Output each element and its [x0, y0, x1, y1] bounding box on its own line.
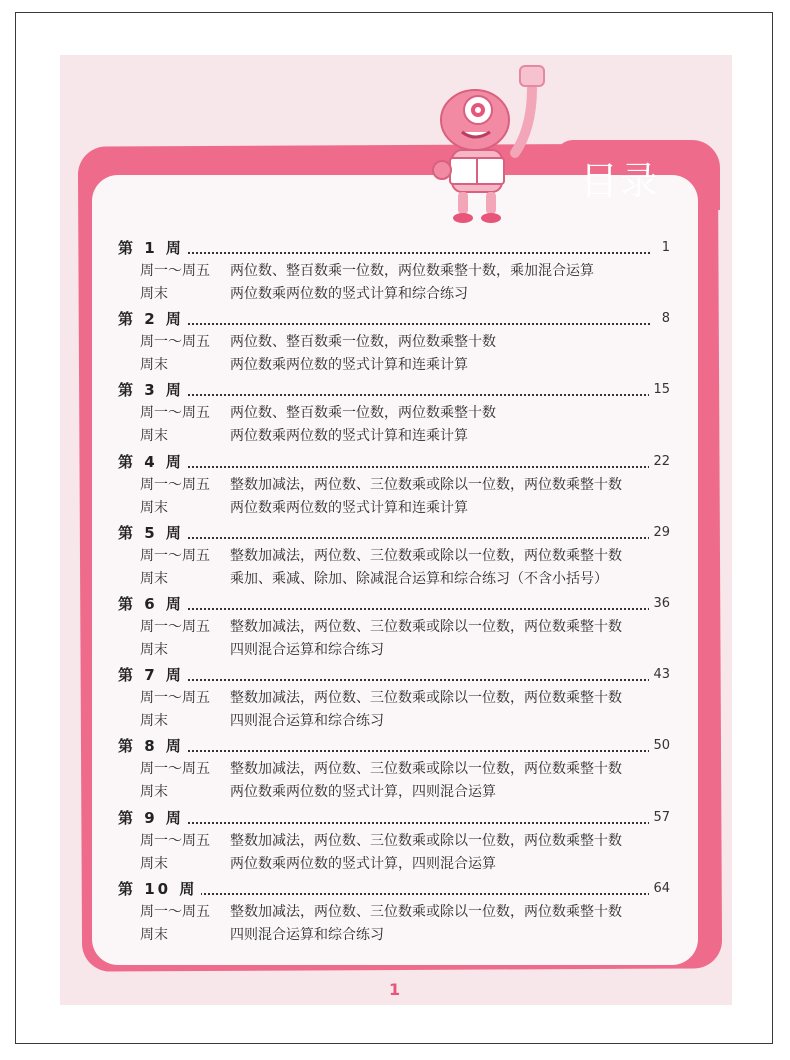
week-label: 第 9 周 — [118, 806, 188, 830]
toc-sub-row — [118, 283, 670, 306]
sub-day: 周一～周五 — [140, 405, 210, 422]
toc-week-row — [118, 734, 670, 758]
sub-topic: 两位数乘两位数的竖式计算和连乘计算 — [230, 499, 468, 516]
toc-week-row — [118, 877, 670, 901]
toc-sub-row — [118, 260, 670, 283]
dot-leader — [188, 315, 650, 325]
week-label: 第 7 周 — [118, 663, 188, 687]
dot-leader — [188, 244, 650, 254]
week-page-number: 22 — [649, 450, 670, 474]
week-label: 第 5 周 — [118, 521, 188, 545]
sub-day: 周末 — [140, 499, 168, 516]
sub-day: 周末 — [140, 428, 168, 445]
week-page-number: 29 — [649, 521, 670, 545]
toc-week-row — [118, 307, 670, 331]
page-number: 1 — [389, 980, 401, 999]
toc-sub-row — [118, 781, 670, 804]
toc-week-row — [118, 236, 670, 260]
dot-leader — [188, 458, 650, 468]
toc-week-block — [118, 521, 670, 592]
toc-sub-row — [118, 545, 670, 568]
toc-sub-row — [118, 497, 670, 520]
toc-sub-row — [118, 853, 670, 876]
sub-topic: 两位数乘两位数的竖式计算和综合练习 — [230, 286, 468, 302]
week-page-number: 43 — [649, 663, 670, 687]
sub-topic: 整数加减法，两位数、三位数乘或除以一位数，两位数乘整十数 — [230, 690, 622, 707]
sub-day: 周末 — [140, 855, 168, 872]
toc-week-row — [118, 378, 670, 402]
toc-week-row — [118, 806, 670, 830]
sub-topic: 四则混合运算和综合练习 — [230, 926, 384, 943]
week-page-number: 36 — [649, 592, 670, 616]
toc-sub-row — [118, 830, 670, 853]
week-page-number: 64 — [649, 877, 670, 901]
sub-topic: 整数加减法，两位数、三位数乘或除以一位数，两位数乘整十数 — [230, 618, 622, 635]
sub-day: 周末 — [140, 713, 168, 730]
toc-week-block — [118, 236, 670, 307]
dot-leader — [188, 671, 650, 681]
toc-week-block — [118, 378, 670, 449]
sub-day: 周一～周五 — [140, 832, 210, 849]
dot-leader — [188, 814, 650, 824]
sub-day: 周末 — [140, 926, 168, 943]
sub-day: 周末 — [140, 784, 168, 801]
sub-day: 周末 — [140, 641, 168, 658]
week-label: 第 3 周 — [118, 378, 188, 402]
toc-sub-row — [118, 687, 670, 710]
sub-topic: 两位数乘两位数的竖式计算和连乘计算 — [230, 357, 468, 374]
toc-sub-row — [118, 901, 670, 924]
sub-day: 周一～周五 — [140, 263, 210, 279]
dot-leader — [188, 885, 650, 895]
week-label: 第 4 周 — [118, 450, 188, 474]
sub-topic: 两位数乘两位数的竖式计算，四则混合运算 — [230, 784, 496, 801]
sub-day: 周末 — [140, 286, 168, 302]
dot-leader — [188, 600, 650, 610]
sub-topic: 整数加减法，两位数、三位数乘或除以一位数，两位数乘整十数 — [230, 903, 622, 920]
week-label: 第 6 周 — [118, 592, 188, 616]
toc-week-block — [118, 592, 670, 663]
toc-sub-row — [118, 425, 670, 448]
toc-sub-row — [118, 758, 670, 781]
sub-topic: 整数加减法，两位数、三位数乘或除以一位数，两位数乘整十数 — [230, 547, 622, 564]
sub-day: 周末 — [140, 570, 168, 587]
sub-day: 周一～周五 — [140, 903, 210, 920]
week-page-number: 1 — [658, 236, 670, 260]
sub-topic: 两位数、整百数乘一位数，两位数乘整十数 — [230, 334, 496, 351]
toc-week-block — [118, 663, 670, 734]
dot-leader — [188, 529, 650, 539]
week-label: 第 2 周 — [118, 307, 188, 331]
toc-week-row — [118, 592, 670, 616]
toc-week-block — [118, 806, 670, 877]
sub-topic: 整数加减法，两位数、三位数乘或除以一位数，两位数乘整十数 — [230, 832, 622, 849]
sub-topic: 两位数乘两位数的竖式计算，四则混合运算 — [230, 855, 496, 872]
sub-day: 周一～周五 — [140, 547, 210, 564]
sub-topic: 整数加减法，两位数、三位数乘或除以一位数，两位数乘整十数 — [230, 761, 622, 778]
toc-week-row — [118, 663, 670, 687]
sub-topic: 两位数、整百数乘一位数，两位数乘整十数，乘加混合运算 — [230, 263, 594, 279]
toc-week-row — [118, 450, 670, 474]
toc-week-block — [118, 734, 670, 805]
toc-sub-row — [118, 639, 670, 662]
sub-topic: 两位数乘两位数的竖式计算和连乘计算 — [230, 428, 468, 445]
page-title: 目录 — [580, 159, 661, 203]
toc-sub-row — [118, 474, 670, 497]
sub-day: 周末 — [140, 357, 168, 374]
week-page-number: 15 — [649, 378, 670, 402]
robot-mascot-icon — [420, 58, 560, 228]
dot-leader — [188, 386, 650, 396]
sub-day: 周一～周五 — [140, 690, 210, 707]
table-of-contents — [118, 236, 670, 948]
week-label: 第 10 周 — [118, 877, 201, 901]
week-label: 第 1 周 — [118, 236, 188, 260]
toc-sub-row — [118, 924, 670, 947]
sub-day: 周一～周五 — [140, 761, 210, 778]
toc-sub-row — [118, 402, 670, 425]
toc-sub-row — [118, 331, 670, 354]
sub-topic: 四则混合运算和综合练习 — [230, 641, 384, 658]
week-label: 第 8 周 — [118, 734, 188, 758]
week-page-number: 57 — [649, 806, 670, 830]
week-page-number: 50 — [649, 734, 670, 758]
toc-week-row — [118, 521, 670, 545]
sub-topic: 整数加减法，两位数、三位数乘或除以一位数，两位数乘整十数 — [230, 476, 622, 493]
dot-leader — [188, 742, 650, 752]
sub-day: 周一～周五 — [140, 618, 210, 635]
sub-topic: 两位数、整百数乘一位数，两位数乘整十数 — [230, 405, 496, 422]
toc-week-block — [118, 307, 670, 378]
toc-week-block — [118, 877, 670, 948]
sub-topic: 乘加、乘减、除加、除减混合运算和综合练习（不含小括号） — [230, 570, 608, 587]
toc-week-block — [118, 450, 670, 521]
toc-sub-row — [118, 710, 670, 733]
sub-day: 周一～周五 — [140, 334, 210, 351]
sub-topic: 四则混合运算和综合练习 — [230, 713, 384, 730]
toc-sub-row — [118, 616, 670, 639]
week-page-number: 8 — [658, 307, 670, 331]
sub-day: 周一～周五 — [140, 476, 210, 493]
toc-sub-row — [118, 354, 670, 377]
toc-sub-row — [118, 568, 670, 591]
